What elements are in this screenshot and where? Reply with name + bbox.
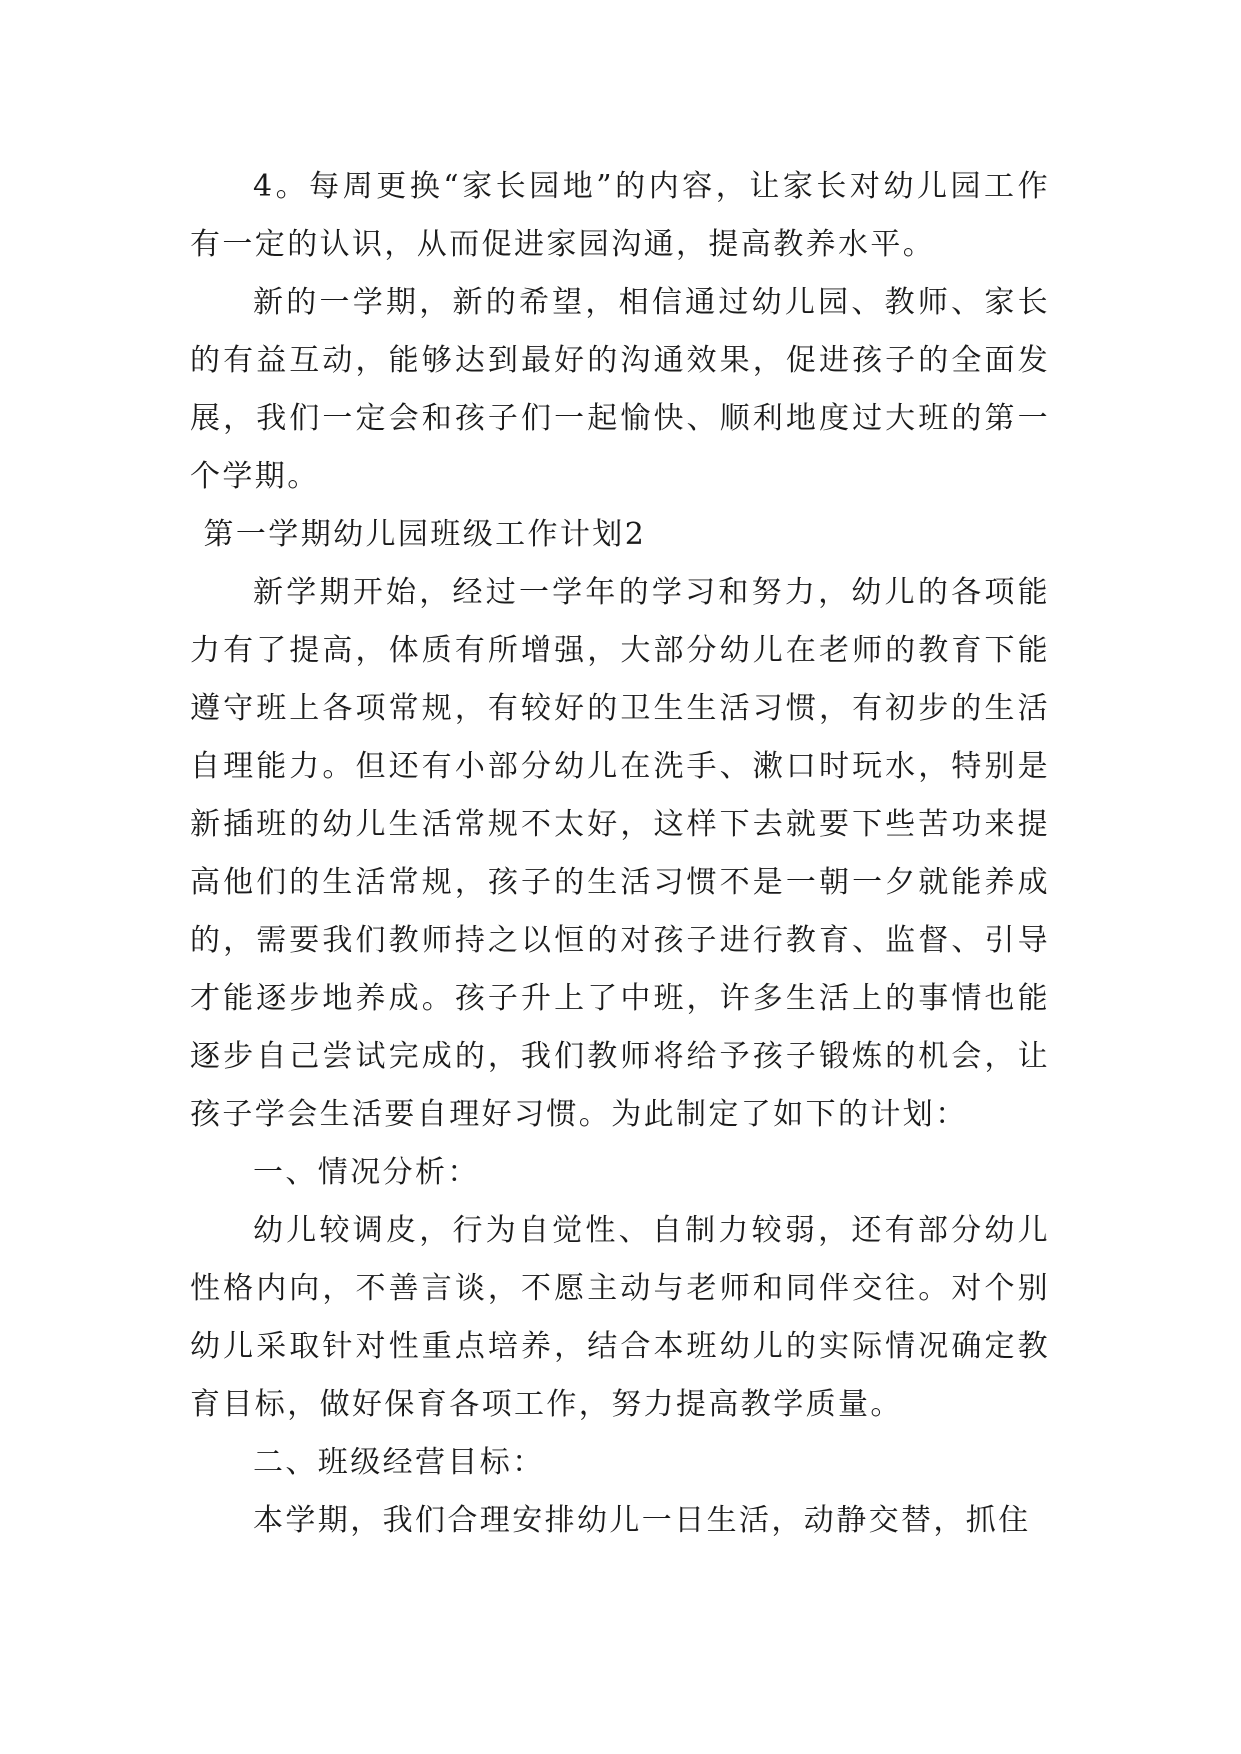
paragraph-situation-analysis: 幼儿较调皮，行为自觉性、自制力较弱，还有部分幼儿性格内向，不善言谈，不愿主动与老师和同伴交往。对个别幼儿采取针对性重点培养，结合本班幼儿的实际情况确定教育目标，做好保育各项工作，努力提高教学质量。: [190, 1213, 1050, 1422]
paragraph-home-garden: 4。每周更换“家长园地”的内容，让家长对幼儿园工作有一定的认识，从而促进家园沟通，提高教养水平。: [190, 169, 1050, 262]
heading-situation-analysis: 一、情况分析：: [253, 1155, 480, 1190]
document-body: [190, 158, 1050, 1550]
heading-class-goals: 二、班级经营目标：: [253, 1445, 545, 1480]
paragraph-class-goals: 本学期，我们合理安排幼儿一日生活，动静交替，抓住: [253, 1503, 1031, 1538]
section-title: 第一学期幼儿园班级工作计划2: [203, 517, 647, 552]
paragraph-new-semester-hope: 新的一学期，新的希望，相信通过幼儿园、教师、家长的有益互动，能够达到最好的沟通效果，促进孩子的全面发展，我们一定会和孩子们一起愉快、顺利地度过大班的第一个学期。: [190, 285, 1050, 494]
paragraph-semester-intro: 新学期开始，经过一学年的学习和努力，幼儿的各项能力有了提高，体质有所增强，大部分幼儿在老师的教育下能遵守班上各项常规，有较好的卫生生活习惯，有初步的生活自理能力。但还有小部分幼儿在洗手、漱口时玩水，特别是新插班的幼儿生活常规不太好，这样下去就要下些苦功来提高他们的生活常规，孩子的生活习惯不是一朝一夕就能养成的，需要我们教师持之以恒的对孩子进行教育、监督、引导才能逐步地养成。孩子升上了中班，许多生活上的事情也能逐步自己尝试完成的，我们教师将给予孩子锻炼的机会，让孩子学会生活要自理好习惯。为此制定了如下的计划：: [190, 575, 1050, 1132]
